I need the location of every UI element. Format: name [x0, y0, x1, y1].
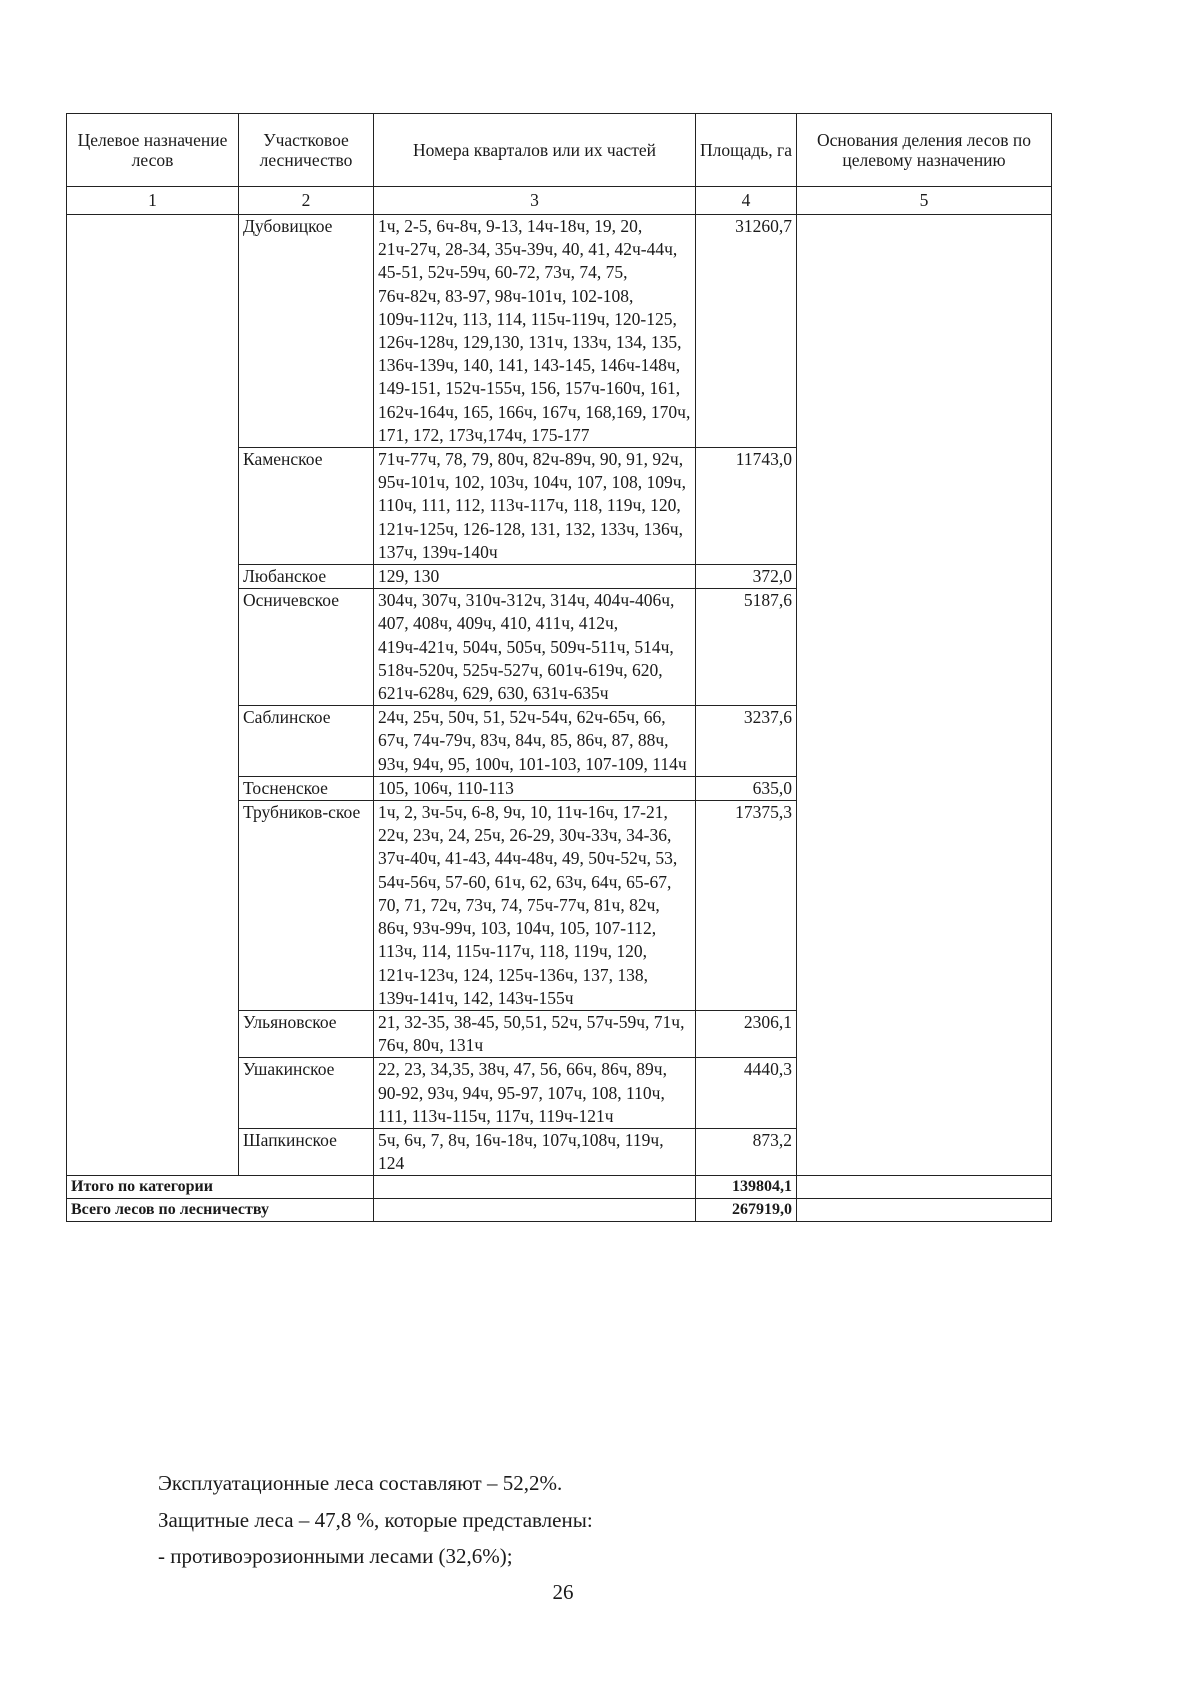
column-number: 3	[374, 187, 696, 215]
area-value: 873,2	[696, 1128, 797, 1175]
purpose-cell	[67, 215, 239, 1176]
paragraph-exploitation: Эксплуатационные леса составляют – 52,2%.	[158, 1471, 563, 1495]
column-number: 2	[239, 187, 374, 215]
total-grounds-cell	[797, 1199, 1052, 1222]
area-value: 2306,1	[696, 1010, 797, 1057]
quarters-list: 304ч, 307ч, 310ч-312ч, 314ч, 404ч-406ч, 407, 408ч, 409ч, 410, 411ч, 412ч, 419ч-421ч, 504ч, 505ч, 509ч-511ч, 514ч, 518ч-520ч, 525ч-527ч, 601ч-619ч, 620, 621ч-628ч, 629, 630, 631ч-635ч	[374, 589, 696, 706]
area-value: 11743,0	[696, 448, 797, 565]
grand-total-row	[67, 1199, 1052, 1222]
header-grounds: Основания деления лесов по целевому назначению	[797, 114, 1052, 187]
quarters-list: 129, 130	[374, 565, 696, 589]
quarters-list: 24ч, 25ч, 50ч, 51, 52ч-54ч, 62ч-65ч, 66, 67ч, 74ч-79ч, 83ч, 84ч, 85, 86ч, 87, 88ч, 93ч, 94ч, 95, 100ч, 101-103, 107-109, 114ч	[374, 706, 696, 777]
district-name: Каменское	[239, 448, 374, 565]
quarters-list: 1ч, 2-5, 6ч-8ч, 9-13, 14ч-18ч, 19, 20, 21ч-27ч, 28-34, 35ч-39ч, 40, 41, 42ч-44ч, 45-51, 52ч-59ч, 60-72, 73ч, 74, 75, 76ч-82ч, 83-97, 98ч-101ч, 102-108, 109ч-112ч, 113, 114, 115ч-119ч, 120-125, 126ч-128ч, 129,130, 131ч, 133ч, 134, 135, 136ч-139ч, 140, 141, 143-145, 146ч-148ч, 149-151, 152ч-155ч, 156, 157ч-160ч, 161, 162ч-164ч, 165, 166ч, 167ч, 168,169, 170ч, 171, 172, 173ч,174ч, 175-177	[374, 215, 696, 448]
total-area: 267919,0	[696, 1199, 797, 1222]
district-name: Тосненское	[239, 776, 374, 800]
district-name: Саблинское	[239, 706, 374, 777]
area-value: 17375,3	[696, 801, 797, 1011]
total-label: Всего лесов по лесничеству	[67, 1199, 374, 1222]
quarters-list: 5ч, 6ч, 7, 8ч, 16ч-18ч, 107ч,108ч, 119ч, 124	[374, 1128, 696, 1175]
column-number: 5	[797, 187, 1052, 215]
forest-division-table	[66, 113, 1052, 1222]
total-area: 139804,1	[696, 1176, 797, 1199]
quarters-list: 1ч, 2, 3ч-5ч, 6-8, 9ч, 10, 11ч-16ч, 17-21, 22ч, 23ч, 24, 25ч, 26-29, 30ч-33ч, 34-36, 37ч-40ч, 41-43, 44ч-48ч, 49, 50ч-52ч, 53, 54ч-56ч, 57-60, 61ч, 62, 63ч, 64ч, 65-67, 70, 71, 72ч, 73ч, 74, 75ч-77ч, 81ч, 82ч, 86ч, 93ч-99ч, 103, 104ч, 105, 107-112, 113ч, 114, 115ч-117ч, 118, 119ч, 120, 121ч-123ч, 124, 125ч-136ч, 137, 138, 139ч-141ч, 142, 143ч-155ч	[374, 801, 696, 1011]
paragraph-anti-erosion: - противоэрозионными лесами (32,6%);	[158, 1544, 513, 1568]
header-purpose: Целевое назначение лесов	[67, 114, 239, 187]
column-numbers-row	[67, 187, 1052, 215]
district-name: Ушакинское	[239, 1058, 374, 1129]
column-number: 4	[696, 187, 797, 215]
district-name: Трубников-ское	[239, 801, 374, 1011]
district-name: Дубовицкое	[239, 215, 374, 448]
table-row	[67, 215, 1052, 448]
grounds-cell	[797, 215, 1052, 1176]
area-value: 5187,6	[696, 589, 797, 706]
total-grounds-cell	[797, 1176, 1052, 1199]
district-name: Осничевское	[239, 589, 374, 706]
quarters-list: 21, 32-35, 38-45, 50,51, 52ч, 57ч-59ч, 71ч, 76ч, 80ч, 131ч	[374, 1010, 696, 1057]
quarters-list: 105, 106ч, 110-113	[374, 776, 696, 800]
district-name: Ульяновское	[239, 1010, 374, 1057]
district-name: Любанское	[239, 565, 374, 589]
area-value: 31260,7	[696, 215, 797, 448]
total-quarters-cell	[374, 1176, 696, 1199]
area-value: 4440,3	[696, 1058, 797, 1129]
header-quarters: Номера кварталов или их частей	[374, 114, 696, 187]
area-value: 3237,6	[696, 706, 797, 777]
area-value: 372,0	[696, 565, 797, 589]
table-header-row	[67, 114, 1052, 187]
column-number: 1	[67, 187, 239, 215]
total-label: Итого по категории	[67, 1176, 374, 1199]
category-total-row	[67, 1176, 1052, 1199]
quarters-list: 22, 23, 34,35, 38ч, 47, 56, 66ч, 86ч, 89ч, 90-92, 93ч, 94ч, 95-97, 107ч, 108, 110ч, 111, 113ч-115ч, 117ч, 119ч-121ч	[374, 1058, 696, 1129]
area-value: 635,0	[696, 776, 797, 800]
header-district: Участковое лесничество	[239, 114, 374, 187]
quarters-list: 71ч-77ч, 78, 79, 80ч, 82ч-89ч, 90, 91, 92ч, 95ч-101ч, 102, 103ч, 104ч, 107, 108, 109ч, 110ч, 111, 112, 113ч-117ч, 118, 119ч, 120, 121ч-125ч, 126-128, 131, 132, 133ч, 136ч, 137ч, 139ч-140ч	[374, 448, 696, 565]
total-quarters-cell	[374, 1199, 696, 1222]
paragraph-protective: Защитные леса – 47,8 %, которые представлены:	[158, 1508, 593, 1532]
district-name: Шапкинское	[239, 1128, 374, 1175]
page-number: 26	[552, 1580, 574, 1604]
header-area: Площадь, га	[696, 114, 797, 187]
